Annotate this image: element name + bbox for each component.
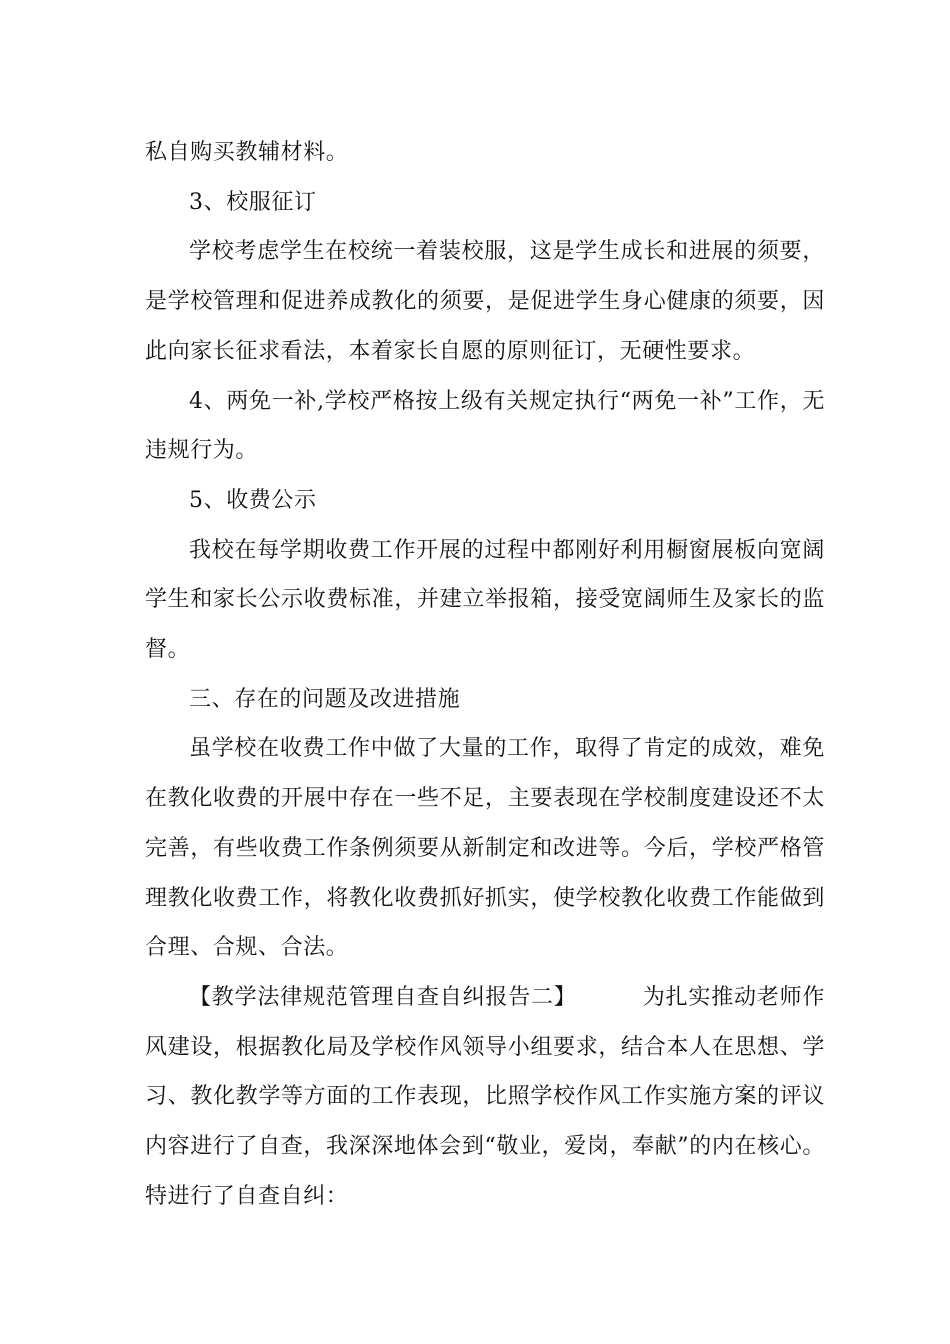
report-title: 【教学法律规范管理自查自纠报告二】 xyxy=(189,984,577,1010)
paragraph-1: 私自购买教辅材料。 xyxy=(145,140,349,165)
report-body: 为扎实推动老师作风建设，根据教化局及学校作风领导小组要求，结合本人在思想、学习、教化教学等方面的工作表现，比照学校作风工作实施方案的评议内容进行了自查，我深深地体会到“敬业，爱岗，奉献”的内在核心。特进行了自查自纠： xyxy=(145,984,825,1209)
heading-uniform-ordering: 3、校服征订 xyxy=(189,189,317,215)
document-body xyxy=(145,128,825,1221)
paragraph-report-two xyxy=(145,973,825,1222)
heading-fee-disclosure: 5、收费公示 xyxy=(189,487,317,513)
paragraph-two-exemptions: 4、两免一补,学校严格按上级有关规定执行“两免一补”工作，无违规行为。 xyxy=(145,388,825,464)
paragraph-uniform-ordering: 学校考虑学生在校统一着装校服，这是学生成长和进展的须要，是学校管理和促进养成教化的须要，是促进学生身心健康的须要，因此向家长征求看法，本着家长自愿的原则征订，无硬性要求。 xyxy=(145,239,825,364)
paragraph-fee-disclosure: 我校在每学期收费工作开展的过程中都刚好利用橱窗展板向宽阔学生和家长公示收费标准，并建立举报箱，接受宽阔师生及家长的监督。 xyxy=(145,537,825,663)
heading-problems-improvements: 三、存在的问题及改进措施 xyxy=(189,686,461,712)
paragraph-problems-improvements: 虽学校在收费工作中做了大量的工作，取得了肯定的成效，难免在教化收费的开展中存在一些不足，主要表现在学校制度建设还不太完善，有些收费工作条例须要从新制定和改进等。今后，学校严格管理教化收费工作，将教化收费抓好抓实，使学校教化收费工作能做到合理、合规、合法。 xyxy=(145,736,825,961)
